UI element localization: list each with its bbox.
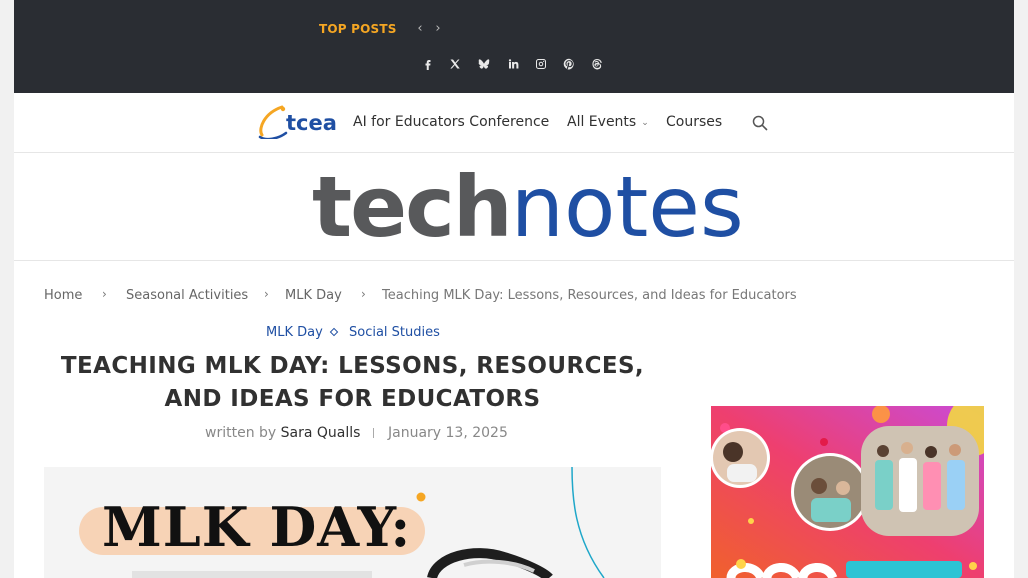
tcea-logo[interactable]: [256, 99, 340, 139]
breadcrumb-seasonal-activities[interactable]: Seasonal Activities: [126, 288, 249, 303]
breadcrumb-chevron-icon: ›: [102, 287, 107, 301]
prev-post-button[interactable]: ‹: [417, 21, 423, 36]
logo-text: tcea: [286, 111, 337, 135]
next-post-button[interactable]: ›: [435, 21, 441, 36]
search-icon[interactable]: [752, 115, 768, 131]
page: [14, 0, 1014, 578]
category-mlk-day[interactable]: MLK Day: [266, 325, 323, 340]
featured-decoration: [44, 467, 661, 578]
top-bar: [14, 0, 1014, 93]
pinterest-icon[interactable]: [561, 56, 577, 72]
article-date: January 13, 2025: [388, 425, 508, 441]
author-link[interactable]: Sara Qualls: [280, 425, 361, 441]
featured-heading: MLK DAY:: [102, 495, 412, 559]
written-by-label: written by: [205, 425, 277, 441]
breadcrumb-mlk-day[interactable]: MLK Day: [285, 288, 342, 303]
nav-all-events-label: All Events: [567, 114, 637, 130]
article-meta-author: [205, 425, 360, 441]
main-nav: [14, 93, 1014, 153]
category-social-studies[interactable]: Social Studies: [349, 325, 440, 340]
linkedin-icon[interactable]: [505, 56, 521, 72]
brand-word-tech: tech: [312, 158, 511, 256]
breadcrumb-current: Teaching MLK Day: Lessons, Resources, and Ideas for Educators: [382, 288, 797, 303]
bluesky-icon[interactable]: [476, 56, 492, 72]
article-title: TEACHING MLK DAY: LESSONS, RESOURCES, AND IDEAS FOR EDUCATORS: [60, 353, 645, 412]
brand-word-notes: notes: [510, 158, 744, 256]
nav-ai-conference[interactable]: AI for Educators Conference: [353, 114, 550, 130]
threads-icon[interactable]: [589, 56, 605, 72]
facebook-icon[interactable]: [420, 56, 436, 72]
breadcrumb-chevron-icon: ›: [361, 287, 366, 301]
top-posts-label: TOP POSTS: [319, 22, 397, 36]
chevron-down-icon: ⌄: [641, 118, 649, 128]
meta-divider: [373, 428, 374, 438]
instagram-icon[interactable]: [533, 56, 549, 72]
nav-all-events[interactable]: [567, 114, 649, 130]
technotes-logo[interactable]: [312, 157, 744, 257]
nav-courses[interactable]: Courses: [666, 114, 723, 130]
category-separator: [330, 328, 338, 336]
breadcrumb-home[interactable]: Home: [44, 288, 83, 303]
site-brand: [14, 153, 1014, 261]
featured-image: [44, 467, 661, 578]
breadcrumb-chevron-icon: ›: [264, 287, 269, 301]
x-icon[interactable]: [447, 56, 463, 72]
sidebar-ad-banner[interactable]: [711, 406, 984, 578]
